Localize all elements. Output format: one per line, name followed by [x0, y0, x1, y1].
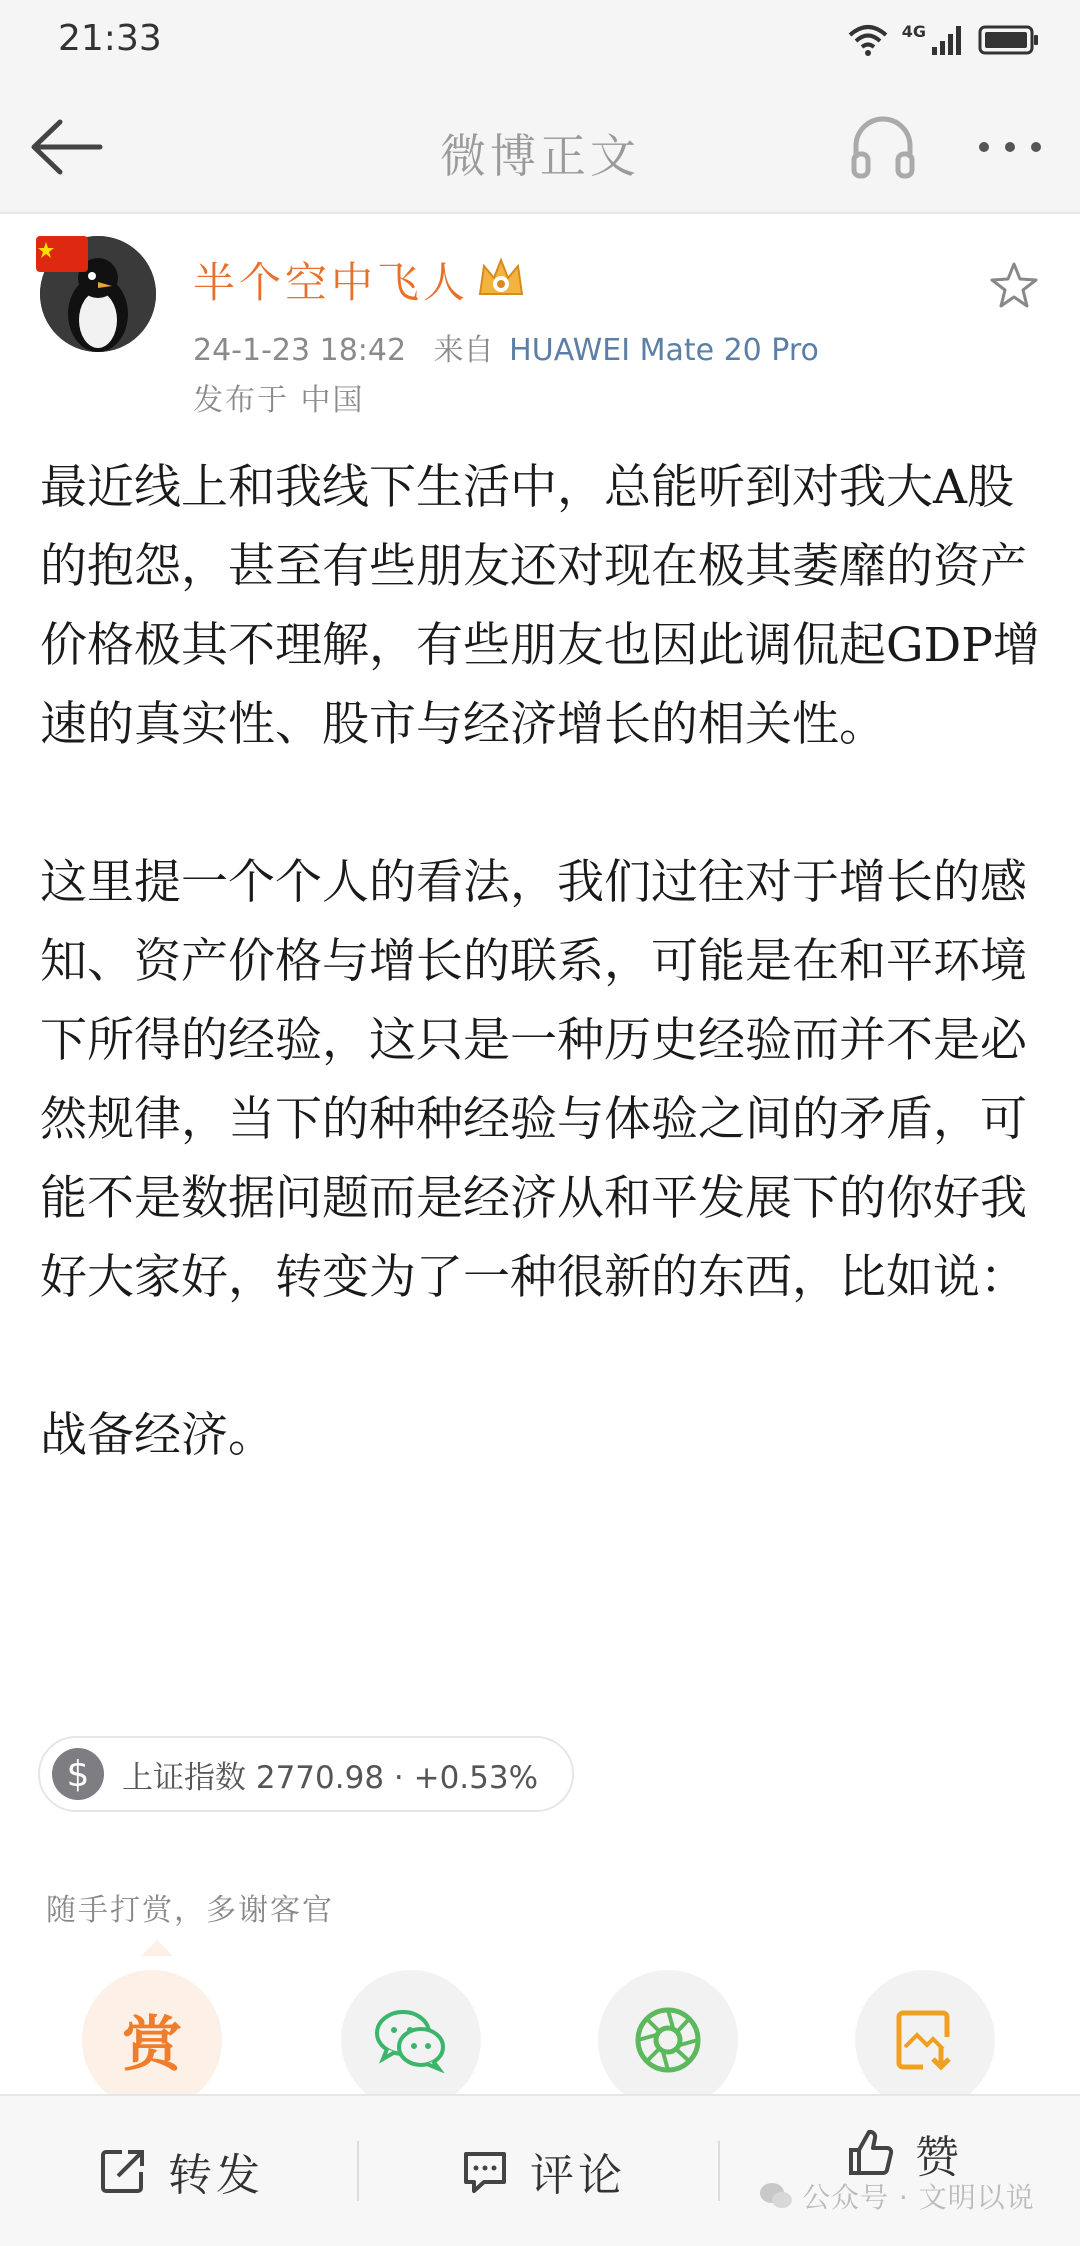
post-time: 24-1-23 18:42	[193, 333, 407, 368]
status-time: 21:33	[58, 18, 162, 59]
dollar-icon: $	[52, 1748, 104, 1800]
bottom-action-bar	[0, 2094, 1080, 2246]
network-type: 4G	[901, 21, 926, 41]
repost-button[interactable]	[98, 2096, 264, 2246]
star-icon	[988, 260, 1040, 312]
comment-icon	[460, 2146, 510, 2196]
comment-button[interactable]	[460, 2096, 626, 2246]
author-name[interactable]: 半个空中飞人	[193, 258, 470, 307]
post-meta	[193, 325, 819, 369]
page-title: 微博正文	[440, 129, 640, 183]
source-prefix: 来自	[433, 333, 494, 368]
signal-icon	[930, 23, 964, 57]
post-paragraph: 这里提一个个人的看法，我们过往对于增长的感知、资产价格与增长的联系，可能是在和平环境下所得的经验，这只是一种历史经验而并不是必然规律，当下的种种经验与体验之间的矛盾，可能不是数据问题而是经济从和平发展下的你好我好大家好，转变为了一种很新的东西，比如说：	[40, 855, 1027, 1305]
wechat-icon	[373, 2007, 449, 2073]
stock-chip[interactable]	[38, 1736, 574, 1812]
post-paragraph: 最近线上和我线下生活中，总能听到对我大A股的抱怨，甚至有些朋友还对现在极其萎靡的资产价格极其不理解，有些朋友也因此调侃起GDP增速的真实性、股市与经济增长的相关性。	[40, 460, 1040, 752]
post-location: 发布于 中国	[193, 383, 365, 418]
headphones-icon	[848, 112, 918, 182]
more-button[interactable]	[970, 112, 1050, 182]
wifi-icon	[848, 23, 888, 57]
share-moments-button[interactable]	[598, 1970, 738, 2110]
watermark-text: 公众号 · 文明以说	[802, 2181, 1035, 2214]
post-paragraph: 战备经济。	[40, 1408, 275, 1463]
reward-button[interactable]	[82, 1970, 222, 2110]
more-dots-icon	[970, 112, 1050, 182]
share-wechat-button[interactable]	[341, 1970, 481, 2110]
battery-icon	[978, 23, 1040, 57]
divider	[357, 2141, 359, 2201]
listen-button[interactable]	[848, 112, 918, 182]
divider	[718, 2141, 720, 2201]
stock-text: 上证指数 2770.98 · +0.53%	[122, 1759, 539, 1796]
source-device[interactable]: HUAWEI Mate 20 Pro	[509, 333, 819, 368]
like-label: 赞	[915, 2132, 963, 2183]
vip-crown-icon[interactable]	[474, 254, 528, 302]
repost-icon	[98, 2146, 148, 2196]
status-bar	[0, 0, 1080, 84]
repost-label: 转发	[168, 2150, 264, 2201]
flag-badge-icon	[32, 232, 92, 276]
reward-pointer	[141, 1940, 173, 1956]
comment-label: 评论	[530, 2150, 626, 2201]
favorite-button[interactable]	[988, 260, 1040, 312]
watermark	[758, 2176, 1035, 2216]
thumbs-up-icon	[845, 2128, 895, 2178]
moments-icon	[633, 2005, 703, 2075]
reward-caption: 随手打赏，多谢客官	[46, 1893, 334, 1928]
post-content	[40, 448, 1040, 1554]
save-image-icon	[893, 2007, 957, 2073]
nav-bar	[0, 84, 1080, 214]
status-icons	[848, 18, 1040, 62]
wechat-watermark-icon	[758, 2181, 794, 2211]
reward-label: 赏	[122, 2010, 182, 2080]
